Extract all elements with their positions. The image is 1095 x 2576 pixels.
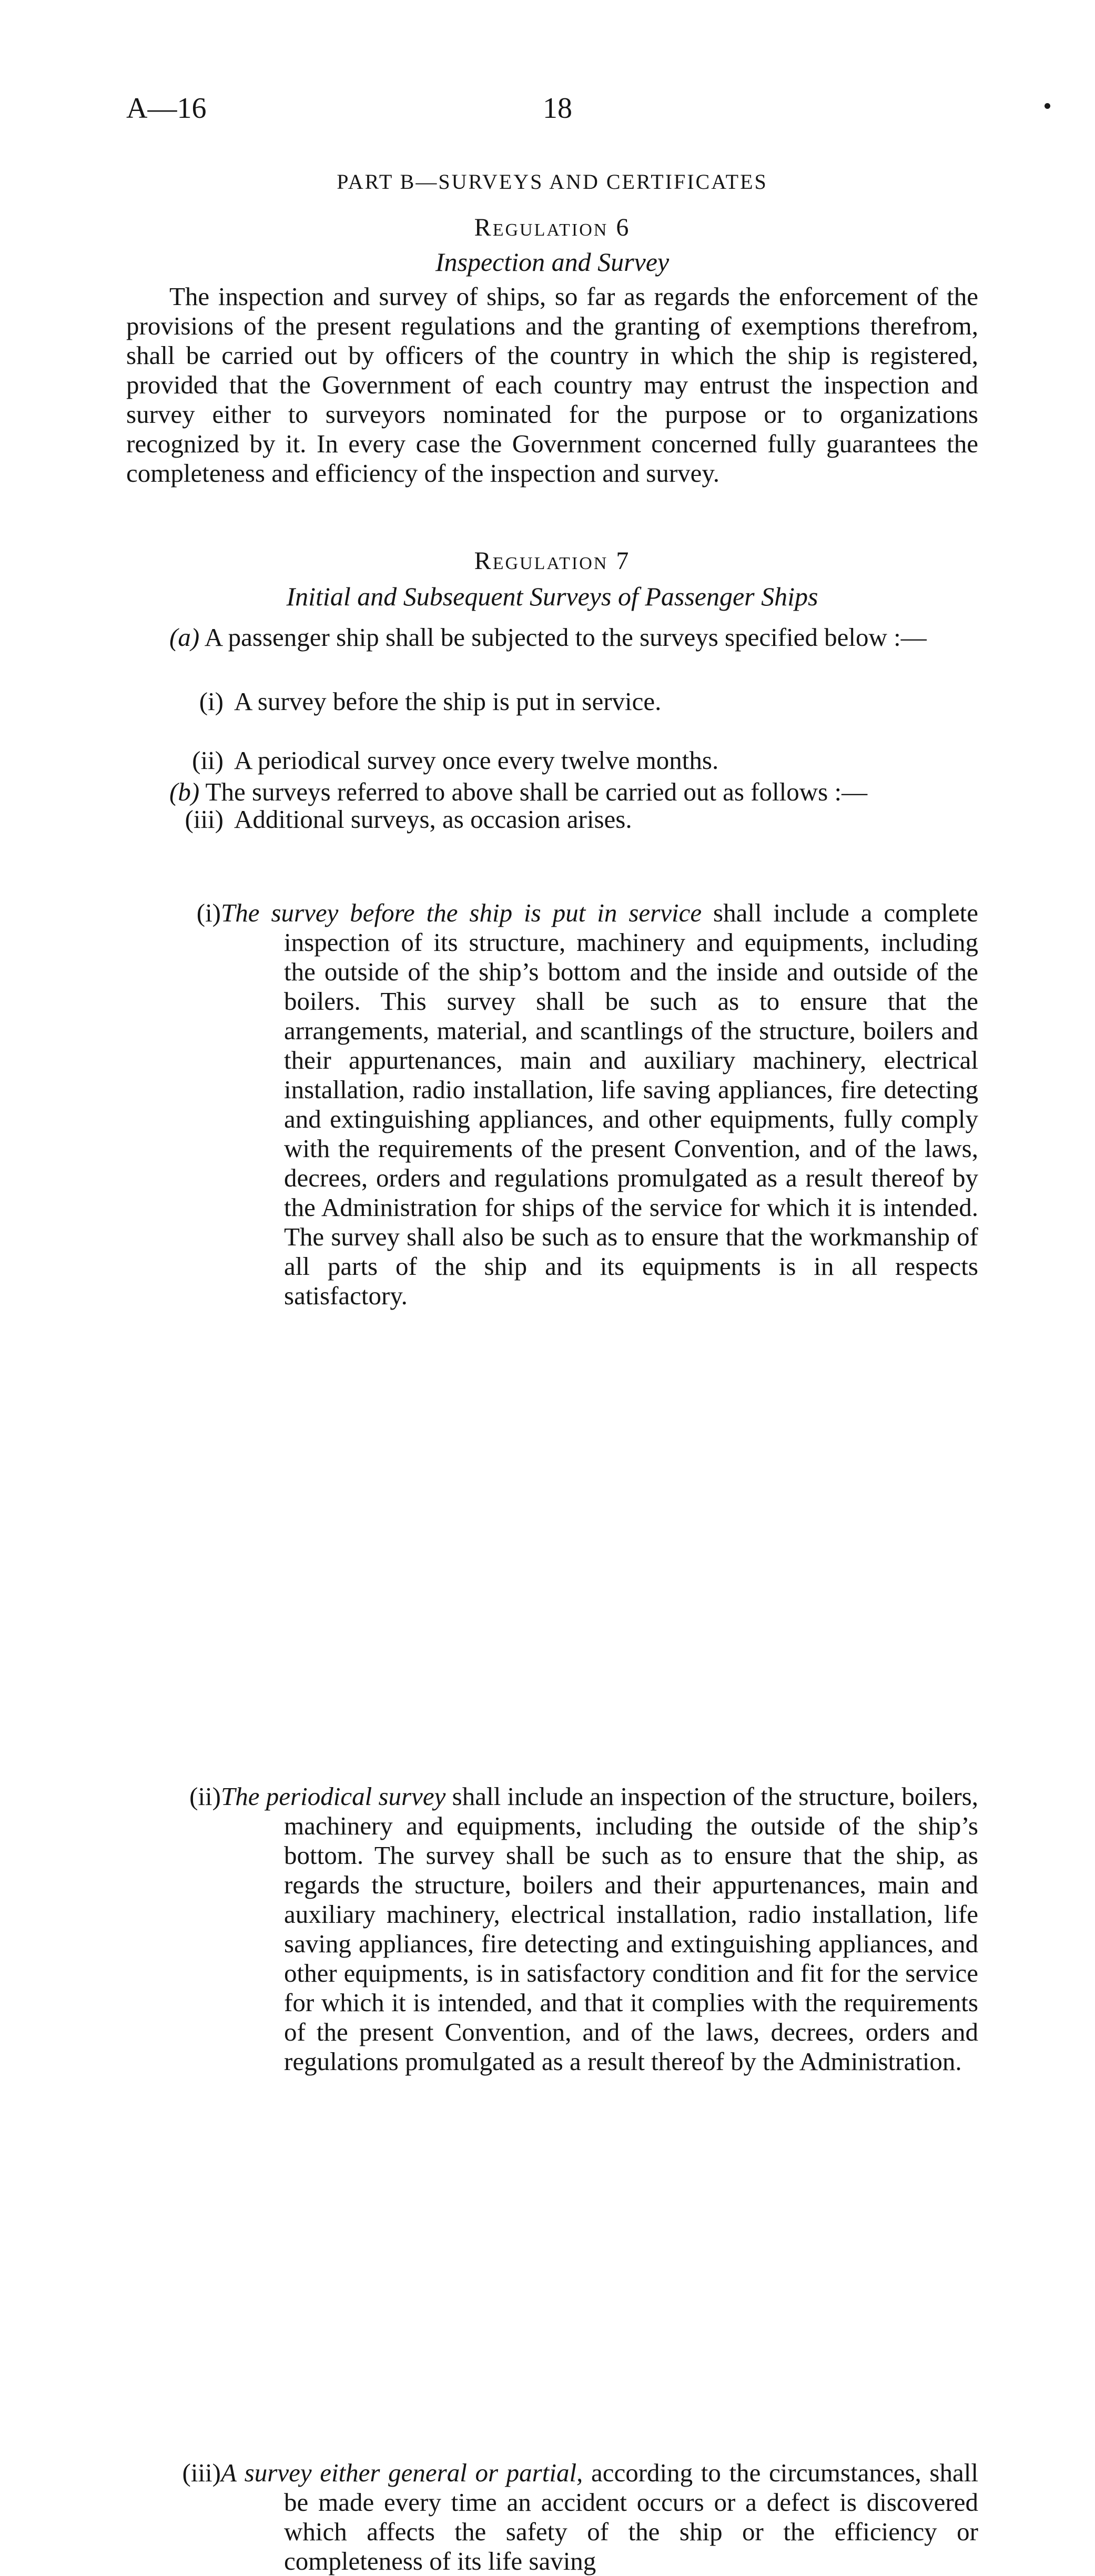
clause-b-item (126, 898, 978, 1311)
clause-b-item (126, 2458, 978, 2576)
clause-b-item-lead: The periodical survey (221, 1782, 446, 1811)
clause-a-text: A passenger ship shall be subjected to the surveys specified below :— (204, 623, 927, 652)
clause-a-item-number: (i) (199, 687, 224, 716)
regulation-6-body: The inspection and survey of ships, so far as regards the enforcement of the provisions of the present regulations and the granting of exemptions therefrom, shall be carried out by officers of the country in which the ship is registered, provided that the Government of each country may entrust the inspection and survey either to surveyors nominated for the purpose or to organizations recognized by it. In every case the Government concerned fully guarantees the completeness and efficiency of the inspection and survey. (126, 282, 978, 488)
clause-a-item-number: (iii) (185, 805, 224, 834)
clause-b-item-text: shall include an inspection of the structure, boilers, machinery and equipments, including the outside of the ship’s bottom. The survey shall be such as to ensure that the ship, as regards the structure, boilers and their appurtenances, main and auxiliary machinery, electrical installation, radio installation, life saving appliances, fire detecting and extinguishing appliances, and other equipments, is in satisfactory condition and fit for the service for which it is intended, and that it complies with the requirements of the present Convention, and of the laws, decrees, orders and regulations promulgated as a result thereof by the Administration. (284, 1782, 978, 2076)
clause-a-item-text: A periodical survey once every twelve months. (234, 746, 719, 775)
regulation-6-heading: Regulation 6 (474, 214, 631, 241)
clause-a-item-number: (ii) (192, 746, 224, 775)
clause-a-item (126, 687, 978, 716)
regulation-6-subheading: Inspection and Survey (435, 247, 670, 277)
clause-b-item-number: (ii) (189, 1782, 221, 1811)
clause-b-item-lead: A survey either general or partial, (221, 2458, 583, 2487)
clause-b-text: The surveys referred to above shall be carried out as follows :— (205, 777, 868, 806)
clause-b-item-text: according to the circumstances, shall be made every time an accident occurs or a defect is discovered which affects the safety of the ship or the efficiency or completeness of its life saving (284, 2458, 978, 2575)
margin-dot (1045, 103, 1050, 109)
clause-b-item-lead: The survey before the ship is put in service (221, 898, 702, 927)
page-number: 18 (543, 92, 572, 125)
clause-b-label: (b) (169, 777, 200, 806)
part-title: PART B—SURVEYS AND CERTIFICATES (337, 170, 768, 194)
clause-a-item (126, 805, 978, 834)
clause-a-label: (a) (169, 623, 200, 652)
clause-a-item (126, 746, 978, 775)
clause-b-item-text: shall include a complete inspection of its structure, machinery and equipments, including the outside of the ship’s bottom and the inside and outside of the boilers. This survey shall be such as to ensure that the arrangements, material, and scantlings of the structure, boilers and their appurtenances, main and auxiliary machinery, electrical installation, radio installation, life saving appliances, fire detecting and extinguishing appliances, and other equipments, fully comply with the requirements of the present Convention, and of the laws, decrees, orders and regulations promulgated as a result thereof by the Administration for ships of the service for which it is intended. The survey shall also be such as to ensure that the workmanship of all parts of the ship and its equipments is in all respects satisfactory. (284, 898, 978, 1310)
clause-a-item-text: A survey before the ship is put in service. (234, 687, 662, 716)
clause-b-item-number: (iii) (182, 2458, 221, 2487)
document-reference: A—16 (126, 92, 207, 125)
clause-a-item-text: Additional surveys, as occasion arises. (234, 805, 632, 834)
clause-b-item (126, 1782, 978, 2076)
clause-b-item-number: (i) (196, 898, 221, 927)
clause-a (126, 623, 978, 652)
clause-b (126, 777, 978, 807)
regulation-7-heading: Regulation 7 (474, 547, 631, 575)
regulation-7-subheading: Initial and Subsequent Surveys of Passenger Ships (286, 582, 818, 611)
